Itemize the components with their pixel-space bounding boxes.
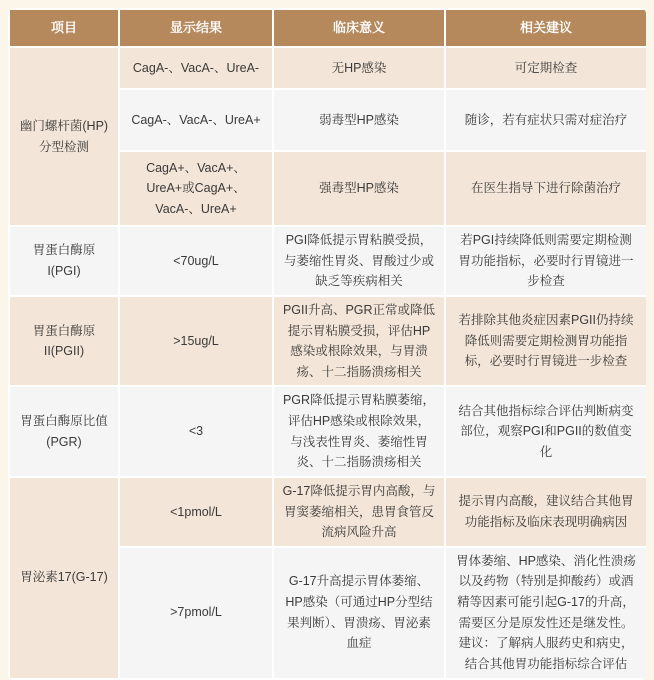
result-cell: <70ug/L — [119, 226, 273, 296]
item-cell-pgi: 胃蛋白酶原I(PGI) — [9, 226, 119, 296]
column-header-suggestion: 相关建议 — [445, 9, 646, 47]
table-row — [9, 477, 646, 547]
table-row — [9, 386, 646, 477]
suggestion-cell: 可定期检查 — [445, 47, 646, 89]
suggestion-cell: 提示胃内高酸，建议结合其他胃功能指标及临床表现明确病因 — [445, 477, 646, 547]
significance-cell: PGI降低提示胃粘膜受损，与萎缩性胃炎、胃酸过少或缺乏等疾病相关 — [273, 226, 445, 296]
result-cell: >15ug/L — [119, 296, 273, 387]
item-cell-g17: 胃泌素17(G-17) — [9, 477, 119, 679]
table-header-row — [9, 9, 646, 47]
item-cell-pgii: 胃蛋白酶原II(PGII) — [9, 296, 119, 387]
significance-cell: G-17升高提示胃体萎缩、HP感染（可通过HP分型结果判断）、胃溃疡、胃泌素血症 — [273, 547, 445, 679]
item-cell-hp-typing: 幽门螺杆菌(HP)分型检测 — [9, 47, 119, 226]
significance-cell: G-17降低提示胃内高酸，与胃窦萎缩相关，患胃食管反流病风险升高 — [273, 477, 445, 547]
result-cell: <3 — [119, 386, 273, 477]
significance-cell: 无HP感染 — [273, 47, 445, 89]
suggestion-cell: 在医生指导下进行除菌治疗 — [445, 151, 646, 226]
result-cell: CagA-、VacA-、UreA+ — [119, 89, 273, 151]
result-cell: >7pmol/L — [119, 547, 273, 679]
significance-cell: PGII升高、PGR正常或降低提示胃粘膜受损，评估HP感染或根除效果，与胃溃疡、十二指肠溃疡相关 — [273, 296, 445, 387]
item-cell-pgr: 胃蛋白酶原比值(PGR) — [9, 386, 119, 477]
significance-cell: PGR降低提示胃粘膜萎缩，评估HP感染或根除效果，与浅表性胃炎、萎缩性胃炎、十二指肠溃疡相关 — [273, 386, 445, 477]
column-header-result: 显示结果 — [119, 9, 273, 47]
table-row — [9, 47, 646, 89]
suggestion-cell: 若排除其他炎症因素PGII仍持续降低则需要定期检测胃功能指标，必要时行胃镜进一步检查 — [445, 296, 646, 387]
results-table — [8, 8, 646, 680]
significance-cell: 弱毒型HP感染 — [273, 89, 445, 151]
suggestion-cell: 若PGI持续降低则需要定期检测胃功能指标，必要时行胃镜进一步检查 — [445, 226, 646, 296]
column-header-item: 项目 — [9, 9, 119, 47]
result-cell: CagA+、VacA+、UreA+或CagA+、VacA-、UreA+ — [119, 151, 273, 226]
significance-cell: 强毒型HP感染 — [273, 151, 445, 226]
suggestion-cell: 胃体萎缩、HP感染、消化性溃疡以及药物（特别是抑酸药）或酒精等因素可能引起G-17的升高，需要区分是原发性还是继发性。建议：了解病人服药史和病史，结合其他胃功能指标综合评估 — [445, 547, 646, 679]
column-header-significance: 临床意义 — [273, 9, 445, 47]
gastric-function-reference-table — [8, 8, 646, 680]
result-cell: <1pmol/L — [119, 477, 273, 547]
result-cell: CagA-、VacA-、UreA- — [119, 47, 273, 89]
suggestion-cell: 结合其他指标综合评估判断病变部位，观察PGI和PGII的数值变化 — [445, 386, 646, 477]
suggestion-cell: 随诊，若有症状只需对症治疗 — [445, 89, 646, 151]
table-row — [9, 296, 646, 387]
table-row — [9, 226, 646, 296]
